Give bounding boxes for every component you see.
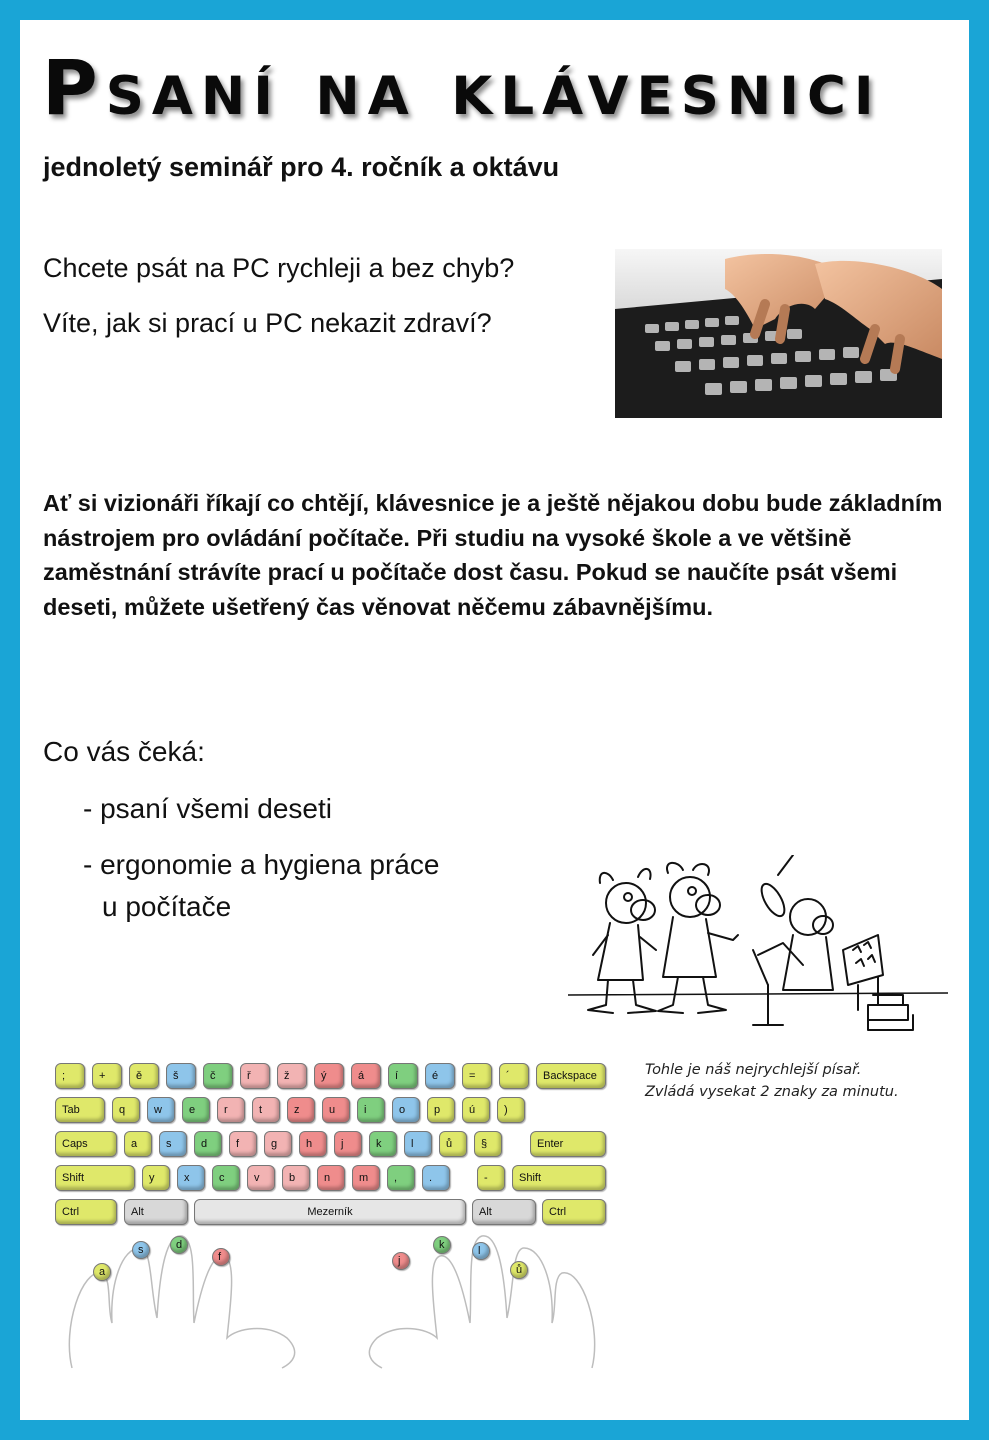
key: e — [182, 1097, 210, 1123]
intro-paragraph: Ať si vizionáři říkají co chtějí, klávesnice je a ještě nějakou dobu bude základním nástrojem pro ovládání počítače. Při studiu na vysoké škole a ve většině zaměstnání strávíte prací u počítače dost času. Pokud se naučíte psát všemi deseti, můžete ušetřený čas věnovat něčemu zábavnějšímu. — [43, 490, 943, 620]
key: r — [217, 1097, 245, 1123]
keyboard-diagram — [52, 1058, 612, 1380]
key: é — [425, 1063, 455, 1089]
key: ; — [55, 1063, 85, 1089]
key: d — [194, 1131, 222, 1157]
finger-key: d — [170, 1236, 188, 1254]
finger-key: s — [132, 1241, 150, 1259]
key-ctrl-left: Ctrl — [55, 1199, 117, 1225]
question-2: Víte, jak si prací u PC nekazit zdraví? — [43, 308, 492, 338]
key: = — [462, 1063, 492, 1089]
key-shift-left: Shift — [55, 1165, 135, 1191]
key: g — [264, 1131, 292, 1157]
key: i — [357, 1097, 385, 1123]
key: , — [387, 1165, 415, 1191]
key: . — [422, 1165, 450, 1191]
offer-item: - psaní všemi deseti — [83, 793, 332, 824]
key: n — [317, 1165, 345, 1191]
question-1: Chcete psát na PC rychleji a bez chyb? — [43, 253, 515, 283]
key: á — [351, 1063, 381, 1089]
key-ctrl-right: Ctrl — [542, 1199, 606, 1225]
key: + — [92, 1063, 122, 1089]
key-caps: Caps — [55, 1131, 117, 1157]
offer-heading: Co vás čeká: — [43, 736, 205, 767]
finger-key: f — [212, 1248, 230, 1266]
key: í — [388, 1063, 418, 1089]
key: č — [203, 1063, 233, 1089]
key: s — [159, 1131, 187, 1157]
page-title: Psaní na klávesnici — [42, 43, 882, 132]
finger-key: k — [433, 1236, 451, 1254]
key: u — [322, 1097, 350, 1123]
key: o — [392, 1097, 420, 1123]
key: š — [166, 1063, 196, 1089]
key: § — [474, 1131, 502, 1157]
key-alt-left: Alt — [124, 1199, 188, 1225]
key: v — [247, 1165, 275, 1191]
key-alt-right: Alt — [472, 1199, 536, 1225]
key-shift-right: Shift — [512, 1165, 606, 1191]
key: b — [282, 1165, 310, 1191]
offer-item: u počítače — [102, 891, 232, 922]
key: t — [252, 1097, 280, 1123]
key: h — [299, 1131, 327, 1157]
key-space: Mezerník — [194, 1199, 466, 1225]
key: q — [112, 1097, 140, 1123]
key: p — [427, 1097, 455, 1123]
key: x — [177, 1165, 205, 1191]
caption-line: Tohle je náš nejrychlejší písař. — [645, 1062, 862, 1078]
key-backspace: Backspace — [536, 1063, 606, 1089]
key-enter: Enter — [530, 1131, 606, 1157]
key: ) — [497, 1097, 525, 1123]
finger-key: ů — [510, 1261, 528, 1279]
key: ů — [439, 1131, 467, 1157]
key: a — [124, 1131, 152, 1157]
key: ř — [240, 1063, 270, 1089]
key: c — [212, 1165, 240, 1191]
key: - — [477, 1165, 505, 1191]
key: ě — [129, 1063, 159, 1089]
typing-hands-photo — [615, 249, 942, 418]
key: ž — [277, 1063, 307, 1089]
key: l — [404, 1131, 432, 1157]
key: k — [369, 1131, 397, 1157]
key: ú — [462, 1097, 490, 1123]
key: m — [352, 1165, 380, 1191]
finger-key: l — [472, 1242, 490, 1260]
cartoon-caption — [645, 1059, 899, 1103]
key: ý — [314, 1063, 344, 1089]
finger-key: j — [392, 1252, 410, 1270]
finger-key: a — [93, 1263, 111, 1281]
key: w — [147, 1097, 175, 1123]
key: j — [334, 1131, 362, 1157]
caption-line: Zvládá vysekat 2 znaky za minutu. — [645, 1084, 899, 1100]
key: ´ — [499, 1063, 529, 1089]
key: z — [287, 1097, 315, 1123]
key: y — [142, 1165, 170, 1191]
key-tab: Tab — [55, 1097, 105, 1123]
offer-item: - ergonomie a hygiena práce — [83, 849, 440, 880]
subtitle: jednoletý seminář pro 4. ročník a oktávu — [43, 152, 560, 182]
key: f — [229, 1131, 257, 1157]
viking-scribe-cartoon — [568, 855, 948, 1045]
